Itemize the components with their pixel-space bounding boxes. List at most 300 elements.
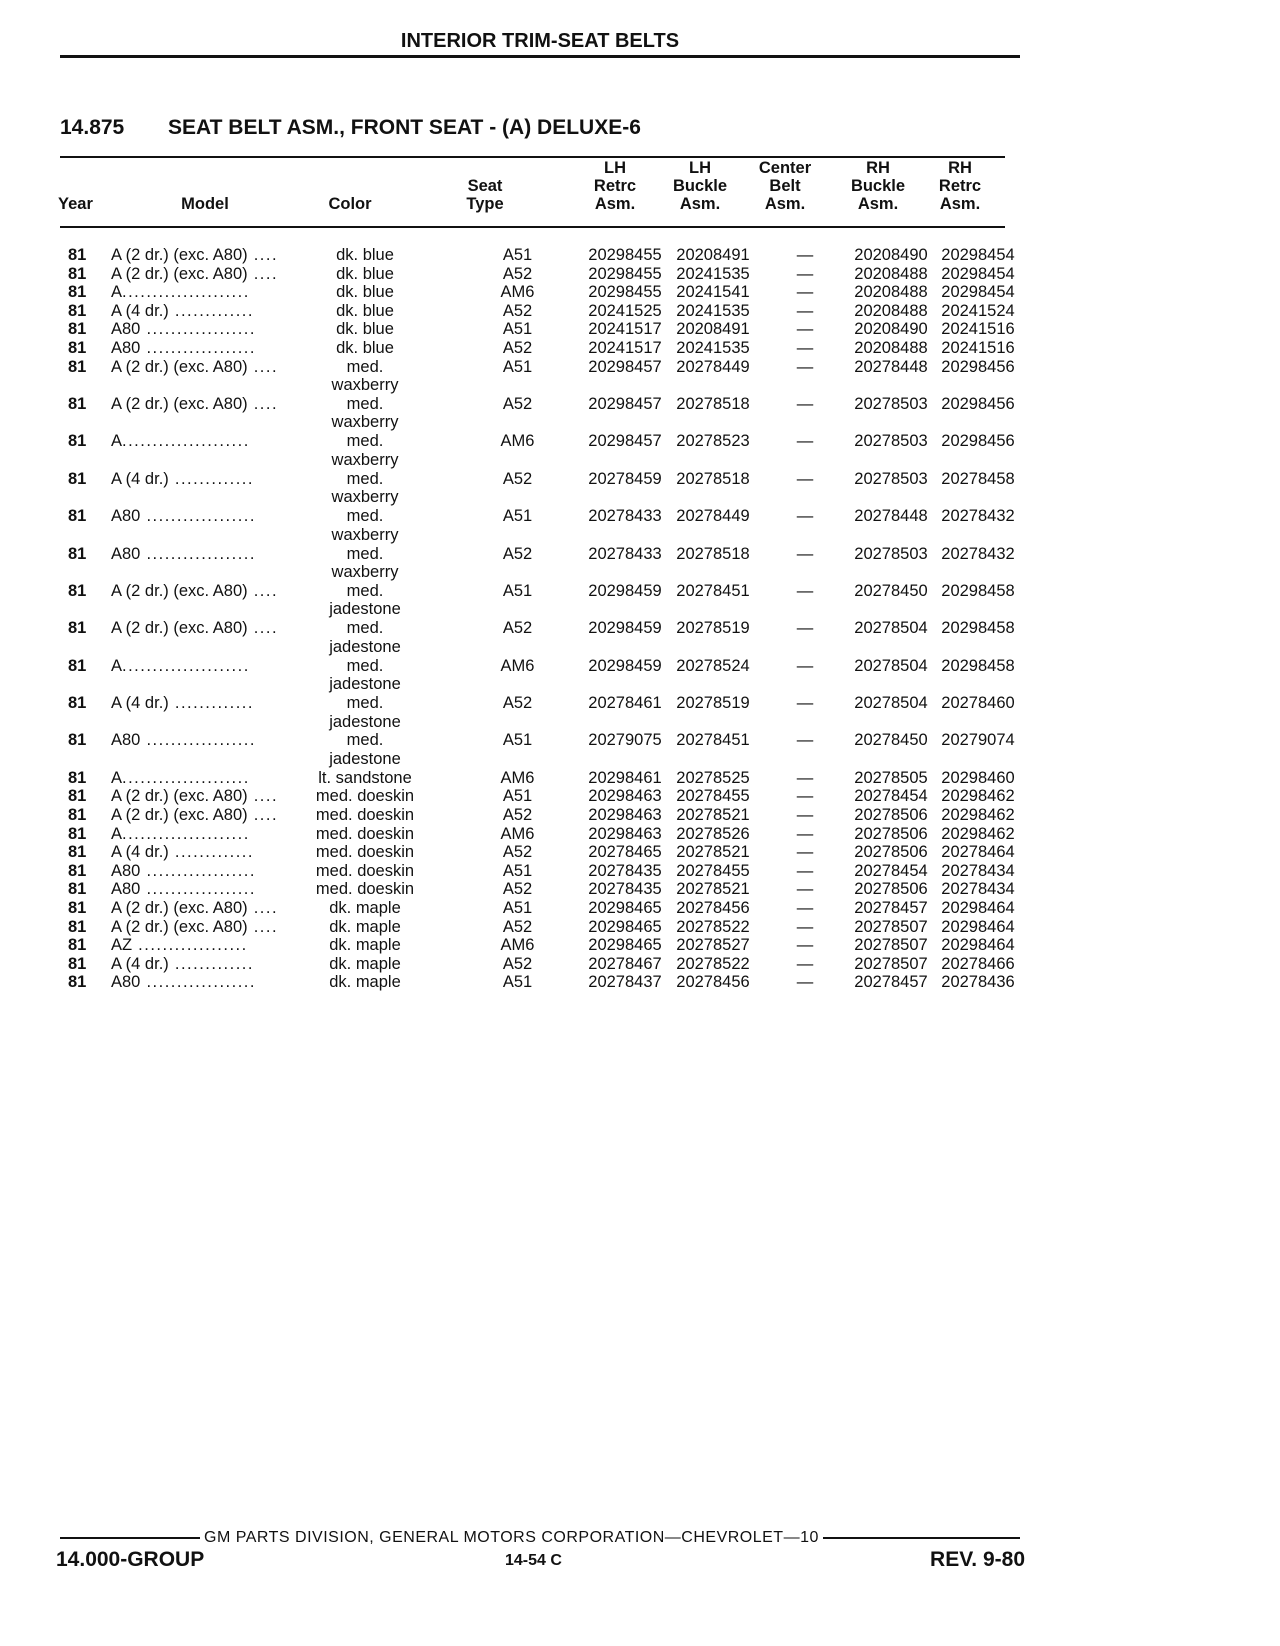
lh-buckle-cell: 20208491 <box>676 246 750 264</box>
seat-type-cell: A52 <box>502 917 533 936</box>
section-name: SEAT BELT ASM., FRONT SEAT - (A) DELUXE-6 <box>168 116 641 139</box>
seat-type-cell: A52 <box>502 954 533 973</box>
table-row <box>60 394 1015 432</box>
rh-buckle-cell: 20278454 <box>854 861 928 880</box>
color-line-1: med. <box>346 619 384 638</box>
center-belt-cell: — <box>796 301 814 320</box>
color-cell: med. doeskin <box>315 787 415 806</box>
center-belt-cell: — <box>796 320 814 339</box>
seat-type-cell: A52 <box>502 694 533 713</box>
lh-retrc-cell: 20298459 <box>588 656 662 675</box>
color-line-2: waxberry <box>331 413 399 432</box>
section-title <box>60 116 641 140</box>
seat-type-cell: AM6 <box>500 824 535 843</box>
model-text: A80 <box>111 880 141 899</box>
lh-retrc-cell: 20298457 <box>588 357 662 376</box>
rh-buckle-cell: 20278505 <box>854 768 928 787</box>
center-belt-cell: — <box>796 507 814 526</box>
seat-type-cell: A51 <box>502 787 533 806</box>
color-line-1: med. <box>346 544 384 563</box>
leader-dots: .... <box>247 899 279 918</box>
year-cell: 81 <box>68 394 87 413</box>
lh-retrc-cell: 20298455 <box>588 246 662 264</box>
rh-buckle-cell: 20278504 <box>854 694 928 713</box>
model-text: A80 <box>111 731 141 750</box>
model-text: A80 <box>111 507 141 526</box>
lh-buckle-cell: 20278527 <box>676 936 750 955</box>
year-cell: 81 <box>68 656 87 675</box>
color-cell: dk. blue <box>336 264 394 283</box>
col-year: Year <box>58 195 93 213</box>
color-cell: med. doeskin <box>315 806 415 825</box>
lh-buckle-cell: 20278522 <box>676 954 750 973</box>
center-belt-cell: — <box>796 899 814 918</box>
year-cell: 81 <box>68 843 87 862</box>
leader-dots: .................. <box>140 973 256 992</box>
table-row <box>60 861 1015 881</box>
lh-retrc-cell: 20298465 <box>588 899 662 918</box>
lh-buckle-cell: 20278519 <box>676 619 750 638</box>
leader-dots: .................. <box>140 320 256 339</box>
year-cell: 81 <box>68 917 87 936</box>
color-cell: med. doeskin <box>315 843 415 862</box>
lh-retrc-cell: 20278435 <box>588 880 662 899</box>
model-text: A (2 dr.) (exc. A80) <box>111 246 248 264</box>
leader-dots: ............. <box>168 954 254 973</box>
lh-buckle-cell: 20241541 <box>676 283 750 302</box>
center-belt-cell: — <box>796 656 814 675</box>
model-text: A (2 dr.) (exc. A80) <box>111 917 248 936</box>
color-line-2: jadestone <box>329 712 401 731</box>
leader-dots: ..................... <box>122 768 250 787</box>
color-cell: dk. maple <box>329 973 401 992</box>
rh-retrc-cell: 20298458 <box>941 656 1015 675</box>
model-text: A80 <box>111 544 141 563</box>
section-number: 14.875 <box>60 116 125 139</box>
seat-type-cell: A51 <box>502 973 533 992</box>
rh-buckle-cell: 20208490 <box>854 320 928 339</box>
lh-retrc-cell: 20298457 <box>588 394 662 413</box>
lh-buckle-cell: 20278456 <box>676 899 750 918</box>
lh-retrc-cell: 20298461 <box>588 768 662 787</box>
lh-buckle-cell: 20278518 <box>676 544 750 563</box>
color-cell: dk. blue <box>336 301 394 320</box>
year-cell: 81 <box>68 861 87 880</box>
color-line-2: jadestone <box>329 637 401 656</box>
leader-dots: ............. <box>168 469 254 488</box>
color-cell: dk. maple <box>329 899 401 918</box>
color-cell <box>305 619 425 656</box>
lh-buckle-cell: 20208491 <box>676 320 750 339</box>
leader-dots: ..................... <box>122 283 250 302</box>
lh-retrc-cell: 20279075 <box>588 731 662 750</box>
leader-dots: ............. <box>168 694 254 713</box>
model-text: A <box>111 432 123 451</box>
lh-buckle-cell: 20278451 <box>676 581 750 600</box>
seat-type-cell: AM6 <box>500 283 535 302</box>
center-belt-cell: — <box>796 394 814 413</box>
seat-type-cell: A51 <box>502 507 533 526</box>
lh-buckle-cell: 20278455 <box>676 861 750 880</box>
rh-retrc-cell: 20298462 <box>941 787 1015 806</box>
model-text: A (2 dr.) (exc. A80) <box>111 581 248 600</box>
table-row <box>60 880 1015 899</box>
center-belt-cell: — <box>796 824 814 843</box>
color-cell: lt. sandstone <box>318 768 412 787</box>
rh-retrc-cell: 20298462 <box>941 806 1015 825</box>
leader-dots: .... <box>247 357 279 376</box>
seat-type-cell: AM6 <box>500 768 535 787</box>
rh-retrc-cell: 20298460 <box>941 768 1015 787</box>
model-text: A80 <box>111 973 141 992</box>
table-row <box>60 731 1015 768</box>
rh-buckle-cell: 20278506 <box>854 843 928 862</box>
leader-dots: .................. <box>140 880 256 899</box>
rh-buckle-cell: 20278448 <box>854 357 928 376</box>
lh-buckle-cell: 20278526 <box>676 824 750 843</box>
col-lh-buckle: LH Buckle Asm. <box>672 159 728 213</box>
rh-buckle-cell: 20278507 <box>854 917 928 936</box>
color-cell: dk. maple <box>329 917 401 936</box>
color-cell: med. doeskin <box>315 861 415 880</box>
seat-type-cell: A51 <box>502 320 533 339</box>
rh-buckle-cell: 20278507 <box>854 954 928 973</box>
lh-retrc-cell: 20298463 <box>588 824 662 843</box>
color-line-1: med. <box>346 507 384 526</box>
rh-buckle-cell: 20208488 <box>854 301 928 320</box>
year-cell: 81 <box>68 954 87 973</box>
year-cell: 81 <box>68 432 87 451</box>
color-cell <box>305 507 425 544</box>
year-cell: 81 <box>68 581 87 600</box>
rh-retrc-cell: 20298456 <box>941 357 1015 376</box>
color-line-2: waxberry <box>331 525 399 544</box>
lh-buckle-cell: 20278523 <box>676 432 750 451</box>
seat-type-cell: AM6 <box>500 432 535 451</box>
lh-retrc-cell: 20278433 <box>588 544 662 563</box>
seat-type-cell: A52 <box>502 394 533 413</box>
seat-type-cell: A52 <box>502 619 533 638</box>
rh-retrc-cell: 20278460 <box>941 694 1015 713</box>
year-cell: 81 <box>68 544 87 563</box>
table-row <box>60 656 1015 694</box>
model-text: A (2 dr.) (exc. A80) <box>111 899 248 918</box>
table-top-rule <box>60 156 1005 158</box>
color-cell: dk. blue <box>336 338 394 357</box>
color-line-2: waxberry <box>331 488 399 507</box>
center-belt-cell: — <box>796 954 814 973</box>
rh-retrc-cell: 20298462 <box>941 824 1015 843</box>
parts-table-body <box>60 246 1015 992</box>
model-text: A <box>111 768 123 787</box>
model-text: A80 <box>111 320 141 339</box>
color-line-1: med. <box>346 731 384 750</box>
leader-dots: ..................... <box>122 824 250 843</box>
leader-dots: .... <box>247 917 279 936</box>
center-belt-cell: — <box>796 581 814 600</box>
rh-retrc-cell: 20278432 <box>941 544 1015 563</box>
lh-buckle-cell: 20278456 <box>676 973 750 992</box>
footer-revision: REV. 9-80 <box>930 1548 1025 1571</box>
seat-type-cell: A51 <box>502 899 533 918</box>
lh-buckle-cell: 20278518 <box>676 469 750 488</box>
table-row <box>60 469 1015 507</box>
center-belt-cell: — <box>796 768 814 787</box>
col-rh-buckle: RH Buckle Asm. <box>850 159 906 213</box>
seat-type-cell: A51 <box>502 581 533 600</box>
year-cell: 81 <box>68 768 87 787</box>
lh-buckle-cell: 20278455 <box>676 787 750 806</box>
lh-retrc-cell: 20298459 <box>588 581 662 600</box>
center-belt-cell: — <box>796 973 814 992</box>
footer-group: 14.000-GROUP <box>56 1548 205 1571</box>
color-line-1: med. <box>346 469 384 488</box>
color-line-2: waxberry <box>331 376 399 395</box>
leader-dots: .... <box>247 581 279 600</box>
rh-retrc-cell: 20278432 <box>941 507 1015 526</box>
table-row <box>60 954 1015 974</box>
col-rh-retrc: RH Retrc Asm. <box>938 159 982 213</box>
seat-type-cell: AM6 <box>500 656 535 675</box>
leader-dots: .... <box>247 264 279 283</box>
lh-retrc-cell: 20298465 <box>588 936 662 955</box>
leader-dots: .... <box>247 806 279 825</box>
year-cell: 81 <box>68 301 87 320</box>
table-row <box>60 581 1015 619</box>
rh-buckle-cell: 20278504 <box>854 619 928 638</box>
rh-buckle-cell: 20208490 <box>854 246 928 264</box>
year-cell: 81 <box>68 694 87 713</box>
rh-buckle-cell: 20278506 <box>854 824 928 843</box>
color-cell <box>305 432 425 469</box>
rh-retrc-cell: 20298464 <box>941 917 1015 936</box>
rh-retrc-cell: 20241524 <box>941 301 1015 320</box>
color-cell: med. doeskin <box>315 824 415 843</box>
year-cell: 81 <box>68 357 87 376</box>
model-text: AZ <box>111 936 133 955</box>
model-text: A (2 dr.) (exc. A80) <box>111 264 248 283</box>
rh-buckle-cell: 20278503 <box>854 469 928 488</box>
lh-retrc-cell: 20298465 <box>588 917 662 936</box>
lh-retrc-cell: 20298455 <box>588 264 662 283</box>
leader-dots: .................. <box>140 731 256 750</box>
page-header: INTERIOR TRIM-SEAT BELTS <box>400 30 680 52</box>
model-text: A (4 dr.) <box>111 843 169 862</box>
center-belt-cell: — <box>796 264 814 283</box>
model-text: A <box>111 824 123 843</box>
color-line-1: med. <box>346 656 384 675</box>
lh-retrc-cell: 20278459 <box>588 469 662 488</box>
table-row <box>60 806 1015 825</box>
color-cell: dk. blue <box>336 246 394 264</box>
table-row <box>60 619 1015 656</box>
color-cell <box>305 358 425 395</box>
center-belt-cell: — <box>796 787 814 806</box>
table-row <box>60 264 1015 284</box>
rh-buckle-cell: 20278457 <box>854 899 928 918</box>
col-model: Model <box>181 195 229 213</box>
leader-dots: ..................... <box>122 656 250 675</box>
lh-buckle-cell: 20278525 <box>676 768 750 787</box>
center-belt-cell: — <box>796 806 814 825</box>
lh-buckle-cell: 20278451 <box>676 731 750 750</box>
color-cell: dk. maple <box>329 954 401 973</box>
rh-buckle-cell: 20278503 <box>854 394 928 413</box>
center-belt-cell: — <box>796 246 814 264</box>
table-row <box>60 246 1015 265</box>
rh-retrc-cell: 20278434 <box>941 861 1015 880</box>
color-cell <box>305 731 425 768</box>
rh-retrc-cell: 20241516 <box>941 338 1015 357</box>
year-cell: 81 <box>68 507 87 526</box>
leader-dots: .................. <box>140 544 256 563</box>
col-center-belt: Center Belt Asm. <box>758 159 812 213</box>
year-cell: 81 <box>68 731 87 750</box>
color-line-1: med. <box>346 394 384 413</box>
lh-retrc-cell: 20241517 <box>588 320 662 339</box>
rh-retrc-cell: 20298458 <box>941 581 1015 600</box>
seat-type-cell: A52 <box>502 880 533 899</box>
color-line-1: med. <box>346 432 384 451</box>
center-belt-cell: — <box>796 731 814 750</box>
rh-buckle-cell: 20278448 <box>854 507 928 526</box>
leader-dots: ..................... <box>122 432 250 451</box>
model-text: A (2 dr.) (exc. A80) <box>111 619 248 638</box>
model-text: A (2 dr.) (exc. A80) <box>111 394 248 413</box>
table-row <box>60 973 1015 992</box>
model-text: A <box>111 283 123 302</box>
year-cell: 81 <box>68 469 87 488</box>
lh-buckle-cell: 20278524 <box>676 656 750 675</box>
rh-buckle-cell: 20278504 <box>854 656 928 675</box>
center-belt-cell: — <box>796 432 814 451</box>
center-belt-cell: — <box>796 843 814 862</box>
lh-buckle-cell: 20278521 <box>676 843 750 862</box>
seat-type-cell: A52 <box>502 338 533 357</box>
rh-retrc-cell: 20298454 <box>941 264 1015 283</box>
lh-buckle-cell: 20241535 <box>676 264 750 283</box>
footer-division-line <box>60 1529 1020 1547</box>
model-text: A (4 dr.) <box>111 954 169 973</box>
color-cell: dk. blue <box>336 320 394 339</box>
seat-type-cell: A52 <box>502 469 533 488</box>
color-line-2: jadestone <box>329 600 401 619</box>
leader-dots: .................. <box>132 936 248 955</box>
year-cell: 81 <box>68 973 87 992</box>
header-rule <box>60 55 1020 58</box>
table-row <box>60 320 1015 339</box>
year-cell: 81 <box>68 806 87 825</box>
rh-retrc-cell: 20298454 <box>941 283 1015 302</box>
table-row <box>60 283 1015 302</box>
footer-page-number: 14-54 C <box>505 1552 562 1569</box>
rh-retrc-cell: 20298456 <box>941 394 1015 413</box>
leader-dots: ............. <box>168 301 254 320</box>
center-belt-cell: — <box>796 544 814 563</box>
rh-buckle-cell: 20278450 <box>854 581 928 600</box>
center-belt-cell: — <box>796 917 814 936</box>
leader-dots: ............. <box>168 843 254 862</box>
lh-retrc-cell: 20298463 <box>588 806 662 825</box>
rh-retrc-cell: 20298464 <box>941 899 1015 918</box>
color-line-1: med. <box>346 357 384 376</box>
lh-retrc-cell: 20241517 <box>588 338 662 357</box>
footer-division-text: GM PARTS DIVISION, GENERAL MOTORS CORPORATION—CHEVROLET—10 <box>204 1529 819 1546</box>
lh-buckle-cell: 20278522 <box>676 917 750 936</box>
lh-buckle-cell: 20278521 <box>676 880 750 899</box>
seat-type-cell: A52 <box>502 806 533 825</box>
color-cell <box>305 395 425 432</box>
center-belt-cell: — <box>796 694 814 713</box>
rh-retrc-cell: 20278436 <box>941 973 1015 992</box>
rh-buckle-cell: 20278503 <box>854 432 928 451</box>
leader-dots: .... <box>247 246 279 264</box>
center-belt-cell: — <box>796 338 814 357</box>
center-belt-cell: — <box>796 861 814 880</box>
rh-buckle-cell: 20278450 <box>854 731 928 750</box>
model-text: A <box>111 656 123 675</box>
seat-type-cell: A52 <box>502 544 533 563</box>
rh-buckle-cell: 20208488 <box>854 338 928 357</box>
leader-dots: .................. <box>140 338 256 357</box>
rh-retrc-cell: 20298464 <box>941 936 1015 955</box>
year-cell: 81 <box>68 283 87 302</box>
lh-retrc-cell: 20298459 <box>588 619 662 638</box>
table-row <box>60 768 1015 788</box>
table-row <box>60 507 1015 544</box>
center-belt-cell: — <box>796 880 814 899</box>
lh-retrc-cell: 20298455 <box>588 283 662 302</box>
seat-type-cell: A52 <box>502 301 533 320</box>
center-belt-cell: — <box>796 357 814 376</box>
model-text: A80 <box>111 338 141 357</box>
year-cell: 81 <box>68 246 87 264</box>
model-text: A (2 dr.) (exc. A80) <box>111 787 248 806</box>
table-head-rule <box>60 226 1005 228</box>
table-row <box>60 357 1015 395</box>
color-cell <box>305 545 425 582</box>
rh-retrc-cell: 20278464 <box>941 843 1015 862</box>
rh-retrc-cell: 20278434 <box>941 880 1015 899</box>
rh-buckle-cell: 20278506 <box>854 880 928 899</box>
color-cell: dk. blue <box>336 283 394 302</box>
lh-retrc-cell: 20278461 <box>588 694 662 713</box>
lh-retrc-cell: 20241525 <box>588 301 662 320</box>
col-color: Color <box>328 195 372 213</box>
lh-retrc-cell: 20278467 <box>588 954 662 973</box>
leader-dots: .... <box>247 394 279 413</box>
rh-retrc-cell: 20298454 <box>941 246 1015 264</box>
color-line-2: jadestone <box>329 749 401 768</box>
table-row <box>60 432 1015 469</box>
model-text: A80 <box>111 861 141 880</box>
year-cell: 81 <box>68 880 87 899</box>
color-cell <box>305 657 425 694</box>
rh-retrc-cell: 20278466 <box>941 954 1015 973</box>
color-line-2: jadestone <box>329 675 401 694</box>
color-cell <box>305 582 425 619</box>
model-text: A (4 dr.) <box>111 469 169 488</box>
lh-buckle-cell: 20278518 <box>676 394 750 413</box>
leader-dots: .... <box>247 787 279 806</box>
color-cell: dk. maple <box>329 936 401 955</box>
center-belt-cell: — <box>796 283 814 302</box>
year-cell: 81 <box>68 320 87 339</box>
model-text: A (4 dr.) <box>111 694 169 713</box>
seat-type-cell: A51 <box>502 357 533 376</box>
model-text: A (4 dr.) <box>111 301 169 320</box>
rh-buckle-cell: 20208488 <box>854 264 928 283</box>
